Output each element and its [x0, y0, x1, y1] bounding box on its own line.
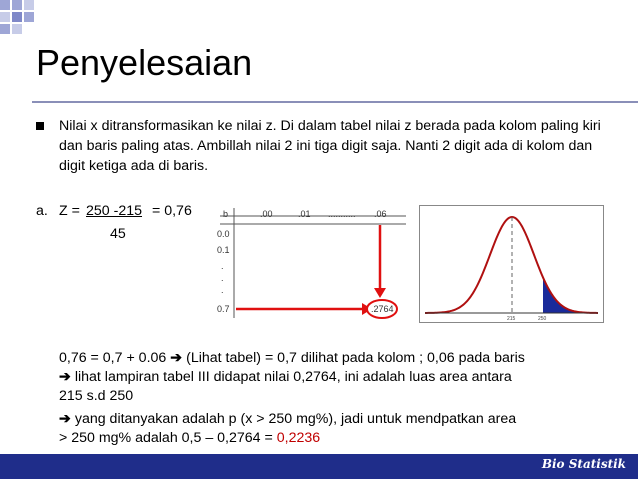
table-row-07: 0.7 [217, 304, 230, 314]
explain-line-1 [59, 349, 525, 368]
explain-line-4 [59, 410, 516, 429]
table-col-dots: ........... [328, 209, 356, 219]
explain-line-4-text: yang ditanyakan adalah p (x > 250 mg%), jadi untuk mendpatkan area [74, 411, 517, 427]
table-row-dot-1: . [221, 261, 224, 271]
formula-denominator: 45 [110, 226, 126, 242]
table-row-00: 0.0 [217, 229, 230, 239]
table-col-01: .01 [298, 209, 311, 219]
explain-line-5-a: > 250 mg% adalah 0,5 – 0,2764 = [59, 430, 273, 446]
column-arrowhead [374, 288, 386, 298]
formula-result: = 0,76 [152, 203, 192, 219]
arrow-icon: ➔ [59, 369, 71, 385]
item-label: a. [36, 203, 48, 219]
brand-label: Bio Statistik [541, 457, 626, 471]
explain-line-1-b: (Lihat tabel) = 0,7 dilihat pada kolom ; 0,06 pada baris [186, 350, 525, 366]
arrow-icon: ➔ [59, 411, 71, 427]
formula-numerator: 250 -215 [86, 203, 143, 219]
table-row-dot-3: . [221, 285, 224, 295]
formula-z: Z = [59, 203, 80, 219]
normal-curve-figure [419, 205, 604, 323]
arrow-icon: ➔ [170, 350, 183, 366]
explain-line-5 [59, 429, 320, 448]
bullet-text: Nilai x ditransformasikan ke nilai z. Di dalam tabel nilai z berada pada kolom paling kiri dan baris paling atas. Ambillah nilai 2 ini tiga digit saja. Nanti 2 digit ada di kolom dan digit ketiga ada di baris. [59, 118, 601, 174]
final-answer: 0,2236 [276, 430, 321, 446]
tick-label-250: 250 [538, 316, 547, 322]
explain-line-2-text: lihat lampiran tabel III didapat nilai 0,2764, ini adalah luas area antara [74, 369, 512, 385]
table-col-06: .06 [374, 209, 387, 219]
explain-line-2 [59, 368, 512, 387]
table-row-01: 0.1 [217, 245, 230, 255]
explain-line-3: 215 s.d 250 [59, 388, 134, 404]
explain-line-1-a: 0,76 = 0,7 + 0.06 [59, 350, 167, 366]
z-table-figure [216, 206, 410, 324]
tick-label-215: 215 [507, 316, 516, 322]
bullet-marker [36, 122, 44, 130]
result-cell-value: .2764 [371, 304, 394, 314]
table-col-00: .00 [260, 209, 273, 219]
footer-bar [0, 454, 638, 479]
title-divider [32, 101, 638, 103]
table-header-b: b [223, 209, 229, 219]
slide-title: Penyelesaian [36, 42, 253, 83]
table-row-dot-2: . [221, 273, 224, 283]
